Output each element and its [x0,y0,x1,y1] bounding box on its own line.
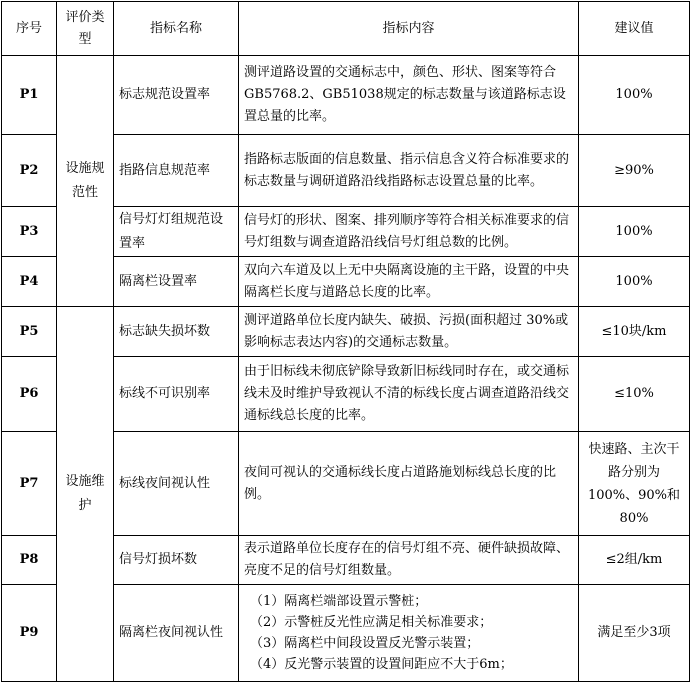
row-content-list [239,585,579,682]
row-no: P8 [2,536,57,585]
row-no: P2 [2,135,57,207]
row-content: 夜间可视认的交通标线长度占道路施划标线总长度的比例。 [239,432,579,536]
header-content: 指标内容 [239,2,579,56]
row-value: 100% [579,56,690,135]
row-name: 标志缺失损坏数 [114,307,239,357]
row-value: ≥90% [579,135,690,207]
header-name: 指标名称 [114,2,239,56]
row-content: 表示道路单位长度存在的信号灯组不亮、硬件缺损故障、亮度不足的信号灯组数量。 [239,536,579,585]
row-name: 标志规范设置率 [114,56,239,135]
header-no: 序号 [2,2,57,56]
row-no: P4 [2,257,57,307]
row-content: 测评道路单位长度内缺失、破损、污损(面积超过 30%或影响标志表达内容)的交通标志数量。 [239,307,579,357]
row-no: P9 [2,585,57,682]
row-no: P5 [2,307,57,357]
row-no: P1 [2,56,57,135]
table-row [2,307,690,357]
row-value: ≤10块/km [579,307,690,357]
row-name: 指路信息规范率 [114,135,239,207]
header-type: 评价类型 [57,2,114,56]
row-content: 由于旧标线未彻底铲除导致新旧标线同时存在，或交通标线未及时维护导致视认不清的标线长度占调查道路沿线交通标线总长度的比率。 [239,357,579,432]
indicator-table [1,1,690,682]
row-name: 隔离栏设置率 [114,257,239,307]
category-cell: 设施维护 [57,307,114,682]
row-value: ≤10% [579,357,690,432]
row-name: 隔离栏夜间视认性 [114,585,239,682]
row-no: P6 [2,357,57,432]
table-row [2,56,690,135]
row-value: ≤2组/km [579,536,690,585]
category-cell: 设施规范性 [57,56,114,307]
row-name: 信号灯灯组规范设置率 [114,207,239,257]
row-no: P7 [2,432,57,536]
header-value: 建议值 [579,2,690,56]
row-name: 标线夜间视认性 [114,432,239,536]
list-item: （2）示警桩反光性应满足相关标准要求； [250,615,493,630]
header-row [2,2,690,56]
row-value: 满足至少3项 [579,585,690,682]
list-item: （3）隔离栏中间段设置反光警示装置； [250,636,480,651]
row-name: 标线不可识别率 [114,357,239,432]
row-value: 100% [579,207,690,257]
row-no: P3 [2,207,57,257]
row-content: 双向六车道及以上无中央隔离设施的主干路，设置的中央隔离栏长度与道路总长度的比率。 [239,257,579,307]
row-name: 信号灯损坏数 [114,536,239,585]
row-value: 100% [579,257,690,307]
row-content: 指路标志版面的信息数量、指示信息含义符合标准要求的标志数量与调研道路沿线指路标志设置总量的比率。 [239,135,579,207]
row-value: 快速路、主次干路分别为100%、90%和80% [579,432,690,536]
row-content: 测评道路设置的交通标志中，颜色、形状、图案等符合GB5768.2、GB51038规定的标志数量与该道路标志设置总量的比率。 [239,56,579,135]
list-item: （4）反光警示装置的设置间距应不大于6m； [250,657,513,672]
row-content: 信号灯的形状、图案、排列顺序等符合相关标准要求的信号灯组数与调查道路沿线信号灯组总数的比例。 [239,207,579,257]
list-item: （1）隔离栏端部设置示警桩； [250,594,428,609]
